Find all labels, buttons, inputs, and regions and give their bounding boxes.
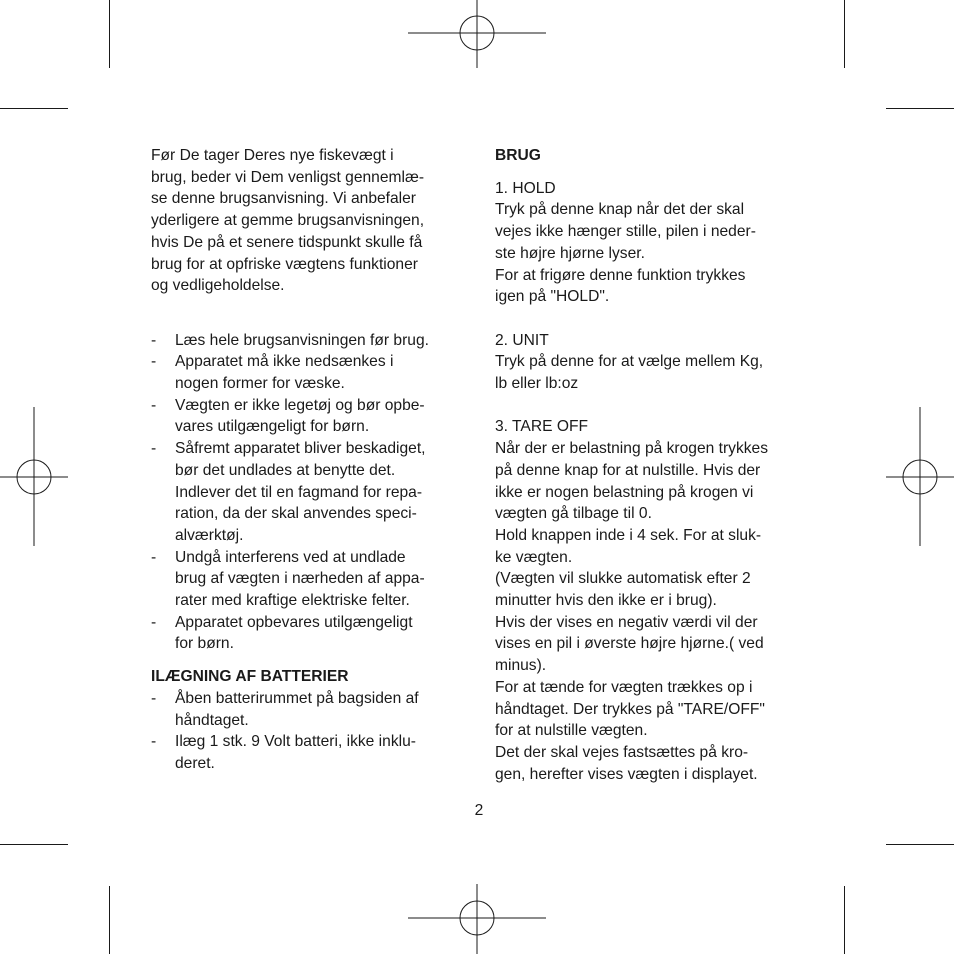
usage-heading: BRUG <box>495 147 541 164</box>
list-item-text: Apparatet opbevares utilgængeligt for børn. <box>175 613 413 653</box>
spacer <box>151 319 471 330</box>
unit-title: 2. UNIT <box>495 331 549 349</box>
left-column <box>151 145 471 775</box>
list-item <box>151 395 471 438</box>
list-item-text: Åben batterirummet på bagsiden af håndtaget. <box>175 689 419 729</box>
bullet-dash: - <box>151 733 157 751</box>
page-number: 2 <box>474 802 484 819</box>
bullet-dash: - <box>151 440 157 458</box>
right-column <box>495 145 815 785</box>
bullet-dash: - <box>151 396 157 414</box>
list-item-text: Læs hele brugsanvisningen før brug. <box>175 331 429 349</box>
bullet-dash: - <box>151 353 157 371</box>
list-item <box>151 330 471 352</box>
list-item <box>151 547 471 612</box>
safety-warnings-list <box>151 330 471 656</box>
spacer <box>495 167 815 178</box>
list-item <box>151 612 471 655</box>
spacer <box>495 308 815 330</box>
registration-mark-left <box>0 407 68 546</box>
hold-title: 1. HOLD <box>495 179 556 197</box>
bullet-dash: - <box>151 548 157 566</box>
spacer <box>151 297 471 319</box>
list-item <box>151 688 471 731</box>
intro-paragraph: Før De tager Deres nye fiskevægt i brug, beder vi Dem venligst gennemlæ- se denne brugsanvisning. Vi anbefaler yderligere at gemme brugsanvisningen, hvis De på et senere tidspunkt skulle få brug for at opfriske vægtens funktioner og vedligeholdelse. <box>151 147 425 295</box>
registration-mark-bottom <box>408 884 546 954</box>
tare-text: Når der er belastning på krogen trykkes på denne knap for at nulstille. Hvis der ikke er nogen belastning på krogen vi vægten gå tilbage til 0. Hold knappen inde i 4 sek. For at sluk- ke vægten. (Vægten vil slukke automatisk efter 2 minutter hvis den ikke er i brug). Hvis der vises en negativ værdi vil der vises en pil i øverste højre hjørne.( ved minus). For at tænde for vægten trækkes op i håndtaget. Der trykkes på "TARE/OFF" for at nulstille vægten. Det der skal vejes fastsættes på kro- gen, herefter vises vægten i displayet. <box>495 440 769 783</box>
spacer <box>495 395 815 417</box>
bullet-dash: - <box>151 613 157 631</box>
list-item <box>151 351 471 394</box>
list-item-text: Ilæg 1 stk. 9 Volt batteri, ikke inklu- deret. <box>175 733 416 772</box>
spacer <box>151 655 471 666</box>
list-item-text: Undgå interferens ved at undlade brug af vægten i nærheden af appa- rater med kraftige elektriske felter. <box>175 548 425 610</box>
list-item-text: Vægten er ikke legetøj og bør opbe- vares utilgængeligt for børn. <box>175 396 425 436</box>
battery-heading: ILÆGNING AF BATTERIER <box>151 668 349 686</box>
tare-title: 3. TARE OFF <box>495 418 588 436</box>
bullet-dash: - <box>151 331 157 349</box>
unit-text: Tryk på denne for at vælge mellem Kg, lb eller lb:oz <box>495 353 764 393</box>
registration-mark-right <box>886 407 954 546</box>
list-item <box>151 731 471 774</box>
list-item <box>151 438 471 547</box>
list-item-text: Apparatet må ikke nedsænkes i nogen former for væske. <box>175 353 394 393</box>
bullet-dash: - <box>151 689 157 707</box>
list-item-text: Såfremt apparatet bliver beskadiget, bør det undlades at benytte det. Indlever det til en fagmand for repa- ration, da der skal anvendes speci- alværktøj. <box>175 440 426 544</box>
registration-mark-top <box>408 0 546 68</box>
battery-steps-list <box>151 688 471 775</box>
hold-text: Tryk på denne knap når det der skal vejes ikke hænger stille, pilen i neder- ste højre hjørne lyser. For at frigøre denne funktion trykkes igen på "HOLD". <box>495 201 756 306</box>
